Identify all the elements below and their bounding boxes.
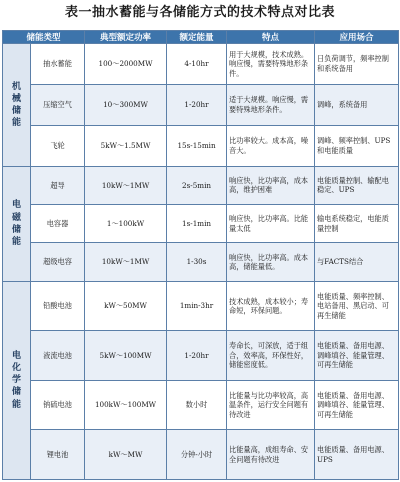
table-row	[3, 430, 399, 480]
type-cell: 飞轮	[31, 125, 85, 166]
table-header	[3, 31, 399, 44]
application-cell: 电能质量、备用电源、调峰填谷、能量管理、可再生储能	[315, 331, 399, 381]
application-cell: 日负荷调节，频率控制和系统备用	[315, 44, 399, 85]
energy-cell: 数小时	[167, 380, 227, 430]
features-cell: 比功率较大。成本高，噪音大。	[227, 125, 315, 166]
application-cell: 与FACTS结合	[315, 243, 399, 281]
category-label: 机械储能	[11, 81, 21, 128]
header-features: 特点	[227, 31, 315, 44]
application-cell: 电能质量、备用电源、UPS	[315, 430, 399, 480]
table-row	[3, 380, 399, 430]
table-body	[3, 44, 399, 480]
energy-cell: 2s-5min	[167, 166, 227, 204]
power-cell: 10kW～1MW	[85, 243, 167, 281]
features-cell: 适于大规模。响应慢，需要特殊地形条件。	[227, 84, 315, 125]
application-cell: 调峰，系统备用	[315, 84, 399, 125]
features-cell: 寿命长，可深放，适于组合，效率高，环保性好，储能密度低。	[227, 331, 315, 381]
table-row	[3, 44, 399, 85]
category-label: 电化学储能	[11, 351, 21, 410]
application-cell: 调峰、频率控制、UPS和电能质量	[315, 125, 399, 166]
energy-cell: 1min-3hr	[167, 281, 227, 331]
category-cell	[3, 281, 31, 479]
header-applications: 应用场合	[315, 31, 399, 44]
header-rated-energy: 额定能量	[167, 31, 227, 44]
application-cell: 输电系统稳定，电能质量控制	[315, 205, 399, 243]
table-row	[3, 331, 399, 381]
features-cell: 用于大规模，技术成熟。响应慢，需要特殊地形条件。	[227, 44, 315, 85]
header-row	[3, 31, 399, 44]
type-cell: 电容器	[31, 205, 85, 243]
table-row	[3, 166, 399, 204]
type-cell: 铅酸电池	[31, 281, 85, 331]
power-cell: kW～50MW	[85, 281, 167, 331]
power-cell: 5kW～100MW	[85, 331, 167, 381]
table-row	[3, 205, 399, 243]
table-row	[3, 243, 399, 281]
table-row	[3, 281, 399, 331]
features-cell: 比能量高，成组寿命、安全问题有待改进	[227, 430, 315, 480]
energy-cell: 4-10hr	[167, 44, 227, 85]
type-cell: 超级电容	[31, 243, 85, 281]
features-cell: 比能量与比功率较高，高温条件，运行安全问题有待改进	[227, 380, 315, 430]
features-cell: 响应快，比功率高。成本高，储能量低。	[227, 243, 315, 281]
energy-cell: 1-20hr	[167, 331, 227, 381]
power-cell: 10～300MW	[85, 84, 167, 125]
energy-cell: 1s-1min	[167, 205, 227, 243]
type-cell: 超导	[31, 166, 85, 204]
header-rated-power: 典型额定功率	[85, 31, 167, 44]
type-cell: 压缩空气	[31, 84, 85, 125]
power-cell: 100kW～100MW	[85, 380, 167, 430]
power-cell: 100～2000MW	[85, 44, 167, 85]
category-cell	[3, 44, 31, 167]
type-cell: 钠硫电池	[31, 380, 85, 430]
table-row	[3, 84, 399, 125]
application-cell: 电能质量、备用电源、调峰填谷、能量管理、可再生储能	[315, 380, 399, 430]
energy-cell: 1-20hr	[167, 84, 227, 125]
features-cell: 技术成熟，成本较小；寿命短，环保问题。	[227, 281, 315, 331]
table-title: 表一抽水蓄能与各储能方式的技术特点对比表	[64, 5, 335, 20]
energy-cell: 15s-15min	[167, 125, 227, 166]
power-cell: 5kW～1.5MW	[85, 125, 167, 166]
comparison-table	[2, 30, 399, 480]
features-cell: 响应快，比功率高。比能量太低	[227, 205, 315, 243]
power-cell: kW～MW	[85, 430, 167, 480]
type-cell: 锂电池	[31, 430, 85, 480]
type-cell: 液流电池	[31, 331, 85, 381]
table-row	[3, 125, 399, 166]
category-cell	[3, 166, 31, 281]
header-storage-type: 储能类型	[3, 31, 85, 44]
features-cell: 响应快，比功率高，成本高，维护困难	[227, 166, 315, 204]
energy-cell: 1-30s	[167, 243, 227, 281]
application-cell: 电能质量控制、输配电稳定、UPS	[315, 166, 399, 204]
type-cell: 抽水蓄能	[31, 44, 85, 85]
category-label: 电磁储能	[11, 200, 21, 247]
power-cell: 10kW～1MW	[85, 166, 167, 204]
energy-cell: 分钟-小时	[167, 430, 227, 480]
application-cell: 电能质量、频率控制、电站备用、黑启动、可再生储能	[315, 281, 399, 331]
power-cell: 1～100kW	[85, 205, 167, 243]
